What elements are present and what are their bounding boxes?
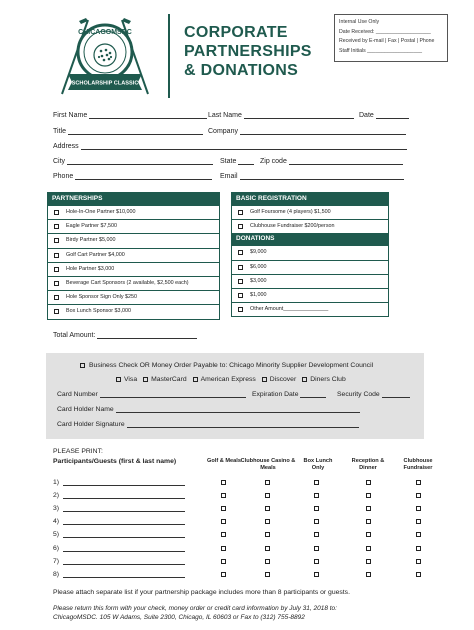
option-label: $6,000: [250, 263, 267, 270]
option-label: Eagle Partner $7,500: [66, 223, 117, 230]
partnerships-heading: PARTNERSHIPS: [48, 193, 219, 205]
guest-option-checkbox[interactable]: [416, 572, 421, 577]
staff-initials-field[interactable]: Staff Initials ___________________: [339, 47, 422, 54]
guest-option-checkbox[interactable]: [221, 506, 226, 511]
checkbox[interactable]: [238, 210, 243, 215]
card-holder-signature-field[interactable]: [57, 421, 359, 428]
guest-option-checkbox[interactable]: [314, 532, 319, 537]
date-received-field[interactable]: Date Received: ___________________: [339, 28, 431, 35]
guest-option-checkbox[interactable]: [416, 493, 421, 498]
guest-option-checkbox[interactable]: [314, 559, 319, 564]
guest-row-number: 2): [53, 492, 60, 500]
guest-name-field[interactable]: [53, 492, 185, 499]
partnership-option[interactable]: [48, 290, 219, 304]
checkbox[interactable]: [143, 377, 148, 382]
guest-option-checkbox[interactable]: [221, 572, 226, 577]
option-label: Other Amount_______________: [250, 306, 329, 313]
guest-option-checkbox[interactable]: [265, 506, 270, 511]
card-number-field[interactable]: [57, 391, 246, 398]
donation-option[interactable]: [232, 302, 388, 316]
guest-option-checkbox[interactable]: [416, 559, 421, 564]
guest-option-checkbox[interactable]: [416, 506, 421, 511]
guest-option-checkbox[interactable]: [265, 546, 270, 551]
partnership-option[interactable]: [48, 233, 219, 247]
partnership-option[interactable]: [48, 248, 219, 262]
guest-option-checkbox[interactable]: [221, 493, 226, 498]
card-option-diners[interactable]: [302, 376, 346, 383]
card-option-amex[interactable]: [193, 376, 256, 383]
checkbox[interactable]: [54, 238, 59, 243]
guest-row-number: 4): [53, 518, 60, 526]
option-label: Hole Sponsor Sign Only $250: [66, 294, 138, 301]
total-amount-field[interactable]: [53, 332, 197, 339]
received-by-field[interactable]: Received by E-mail | Fax | Postal | Phone: [339, 38, 435, 44]
guest-row-number: 8): [53, 570, 60, 578]
address-label: Address: [53, 143, 79, 150]
title-line-3: & DONATIONS: [184, 62, 299, 79]
partnership-option[interactable]: [48, 304, 219, 318]
guest-option-checkbox[interactable]: [314, 493, 319, 498]
checkbox[interactable]: [116, 377, 121, 382]
guest-option-checkbox[interactable]: [221, 480, 226, 485]
company-label: Company: [208, 128, 238, 135]
card-label: Diners Club: [310, 376, 346, 383]
checkbox[interactable]: [238, 265, 243, 270]
event-logo: [58, 12, 152, 98]
guest-row-number: 5): [53, 531, 60, 539]
date-label: Date: [359, 112, 374, 119]
guest-option-checkbox[interactable]: [366, 546, 371, 551]
card-option-mastercard[interactable]: [143, 376, 187, 383]
logo-top-text: CHICAGOMSDC: [78, 29, 132, 36]
checkbox[interactable]: [302, 377, 307, 382]
zip-field[interactable]: [260, 158, 403, 165]
option-label: Hole Partner $3,000: [66, 265, 115, 272]
option-label: Beverage Cart Sponsors (2 available, $2,500 each): [66, 280, 189, 287]
guest-option-checkbox[interactable]: [366, 559, 371, 564]
guest-option-checkbox[interactable]: [366, 506, 371, 511]
total-amount-label: Total Amount:: [53, 332, 96, 339]
checkbox[interactable]: [238, 224, 243, 229]
donation-option[interactable]: [232, 260, 388, 274]
guest-option-checkbox[interactable]: [265, 532, 270, 537]
address-field[interactable]: [53, 143, 407, 150]
guest-name-field[interactable]: [53, 545, 185, 552]
donations-heading: DONATIONS: [232, 233, 388, 245]
partnership-option[interactable]: [48, 205, 219, 219]
checkbox[interactable]: [54, 210, 59, 215]
card-holder-name-field[interactable]: [57, 406, 360, 413]
guest-option-checkbox[interactable]: [366, 572, 371, 577]
card-type-options: [116, 376, 352, 383]
checkbox[interactable]: [54, 281, 59, 286]
guest-option-checkbox[interactable]: [416, 532, 421, 537]
email-label: Email: [220, 173, 238, 180]
guest-option-checkbox[interactable]: [265, 519, 270, 524]
column-reception-dinner: Reception & Dinner: [351, 458, 385, 471]
checkbox[interactable]: [193, 377, 198, 382]
guest-row-number: 3): [53, 505, 60, 513]
option-label: Golf Cart Partner $4,000: [66, 251, 125, 258]
first-name-label: First Name: [53, 112, 88, 119]
participants-label: Participants/Guests (first & last name): [53, 458, 177, 465]
guest-row-number: 1): [53, 479, 60, 486]
checkbox[interactable]: [238, 279, 243, 284]
option-label: $3,000: [250, 277, 267, 284]
guest-option-checkbox[interactable]: [221, 559, 226, 564]
partnership-option[interactable]: [48, 262, 219, 276]
column-clubhouse-casino: Clubhouse Casino & Meals: [240, 458, 296, 471]
security-code-label: Security Code: [337, 391, 380, 398]
phone-label: Phone: [53, 173, 74, 180]
return-line-1: Please return this form with your check, money order or credit card information by July 31, 2018 to:: [53, 605, 337, 612]
expiration-field[interactable]: [252, 391, 326, 398]
option-label: Golf Foursome (4 players) $1,500: [250, 209, 331, 216]
state-label: State: [220, 158, 237, 165]
zip-label: Zip code: [260, 158, 287, 165]
first-name-field[interactable]: [53, 112, 207, 119]
donation-option[interactable]: [232, 288, 388, 302]
registration-box: [231, 192, 389, 317]
guest-option-checkbox[interactable]: [221, 519, 226, 524]
option-label: Box Lunch Sponsor $3,000: [66, 308, 132, 315]
donation-option[interactable]: [232, 274, 388, 288]
card-option-visa[interactable]: [116, 376, 137, 383]
guest-name-field[interactable]: [53, 518, 185, 525]
return-line-2: ChicagoMSDC. 105 W Adams, Suite 2300, Chicago, IL 60603 or Fax to (312) 755-8892: [53, 614, 305, 621]
partnerships-box: [47, 192, 220, 320]
page-title: [184, 23, 312, 80]
logo-ribbon-text: SCHOLARSHIP CLASSIC: [71, 80, 139, 87]
phone-field[interactable]: [53, 173, 212, 180]
title-field[interactable]: [53, 128, 203, 135]
check-label: Business Check OR Money Order Payable to: Chicago Minority Supplier Development Council: [89, 362, 374, 369]
guest-option-checkbox[interactable]: [366, 532, 371, 537]
registration-option[interactable]: [232, 205, 388, 219]
partnership-option[interactable]: [48, 276, 219, 290]
checkbox[interactable]: [54, 309, 59, 314]
guest-option-checkbox[interactable]: [314, 480, 319, 485]
guest-option-checkbox[interactable]: [366, 480, 371, 485]
column-box-lunch: Box Lunch Only: [303, 458, 333, 471]
guest-name-field[interactable]: [53, 505, 185, 512]
column-clubhouse-fundraiser: Clubhouse Fundraiser: [403, 458, 433, 471]
email-field[interactable]: [220, 173, 404, 180]
title-line-1: CORPORATE: [184, 24, 288, 41]
checkbox[interactable]: [54, 224, 59, 229]
guest-row-number: 6): [53, 544, 60, 552]
guest-name-field[interactable]: [53, 571, 185, 578]
checkbox[interactable]: [262, 377, 267, 382]
expiration-label: Expiration Date: [252, 391, 299, 398]
guest-option-checkbox[interactable]: [314, 506, 319, 511]
guest-option-checkbox[interactable]: [366, 493, 371, 498]
checkbox[interactable]: [54, 267, 59, 272]
checkbox[interactable]: [238, 293, 243, 298]
guest-option-checkbox[interactable]: [265, 572, 270, 577]
guest-name-field[interactable]: [53, 479, 185, 486]
option-label: Hole-In-One Partner $10,000: [66, 209, 136, 216]
partnership-option[interactable]: [48, 219, 219, 233]
guest-option-checkbox[interactable]: [314, 546, 319, 551]
state-field[interactable]: [220, 158, 254, 165]
card-holder-signature-label: Card Holder Signature: [57, 421, 125, 428]
city-field[interactable]: [53, 158, 213, 165]
checkbox[interactable]: [80, 363, 85, 368]
guest-option-checkbox[interactable]: [416, 480, 421, 485]
option-label: $9,000: [250, 249, 267, 256]
donation-option[interactable]: [232, 245, 388, 259]
card-label: MasterCard: [151, 376, 187, 383]
card-option-discover[interactable]: [262, 376, 296, 383]
card-number-label: Card Number: [57, 391, 98, 398]
city-label: City: [53, 158, 66, 165]
registration-option[interactable]: [232, 219, 388, 233]
internal-use-title: Internal Use Only: [339, 19, 380, 25]
security-code-field[interactable]: [337, 391, 410, 398]
guest-option-checkbox[interactable]: [221, 532, 226, 537]
card-label: Visa: [124, 376, 138, 383]
guest-name-field[interactable]: [53, 558, 185, 565]
date-field[interactable]: [359, 112, 409, 119]
guest-option-checkbox[interactable]: [314, 572, 319, 577]
title-label: Title: [53, 128, 66, 135]
column-golf-meals: Golf & Meals: [207, 458, 241, 464]
title-divider: [168, 14, 170, 98]
check-option[interactable]: [80, 362, 373, 369]
title-line-2: PARTNERSHIPS: [184, 43, 312, 60]
checkbox[interactable]: [238, 250, 243, 255]
guest-option-checkbox[interactable]: [265, 480, 270, 485]
last-name-field[interactable]: [208, 112, 354, 119]
option-label: $1,000: [250, 292, 267, 299]
last-name-label: Last Name: [208, 112, 242, 119]
card-label: Discover: [269, 376, 297, 383]
attach-note: Please attach separate list if your partnership package includes more than 8 participants or guests.: [53, 589, 350, 596]
checkbox[interactable]: [238, 307, 243, 312]
option-label: Birdy Partner $5,000: [66, 237, 116, 244]
checkbox[interactable]: [54, 295, 59, 300]
card-holder-name-label: Card Holder Name: [57, 406, 114, 413]
option-label: Clubhouse Fundraiser $200/person: [250, 223, 335, 230]
company-field[interactable]: [208, 128, 406, 135]
guest-name-field[interactable]: [53, 531, 185, 538]
card-label: American Express: [200, 376, 256, 383]
guest-option-checkbox[interactable]: [366, 519, 371, 524]
guest-option-checkbox[interactable]: [221, 546, 226, 551]
please-print-label: PLEASE PRINT:: [53, 448, 103, 455]
internal-use-box: [334, 14, 448, 62]
guest-option-checkbox[interactable]: [416, 546, 421, 551]
checkbox[interactable]: [54, 253, 59, 258]
guest-option-checkbox[interactable]: [265, 493, 270, 498]
guest-row-number: 7): [53, 557, 60, 565]
guest-option-checkbox[interactable]: [265, 559, 270, 564]
guest-option-checkbox[interactable]: [314, 519, 319, 524]
guest-option-checkbox[interactable]: [416, 519, 421, 524]
registration-heading: BASIC REGISTRATION: [232, 193, 388, 205]
